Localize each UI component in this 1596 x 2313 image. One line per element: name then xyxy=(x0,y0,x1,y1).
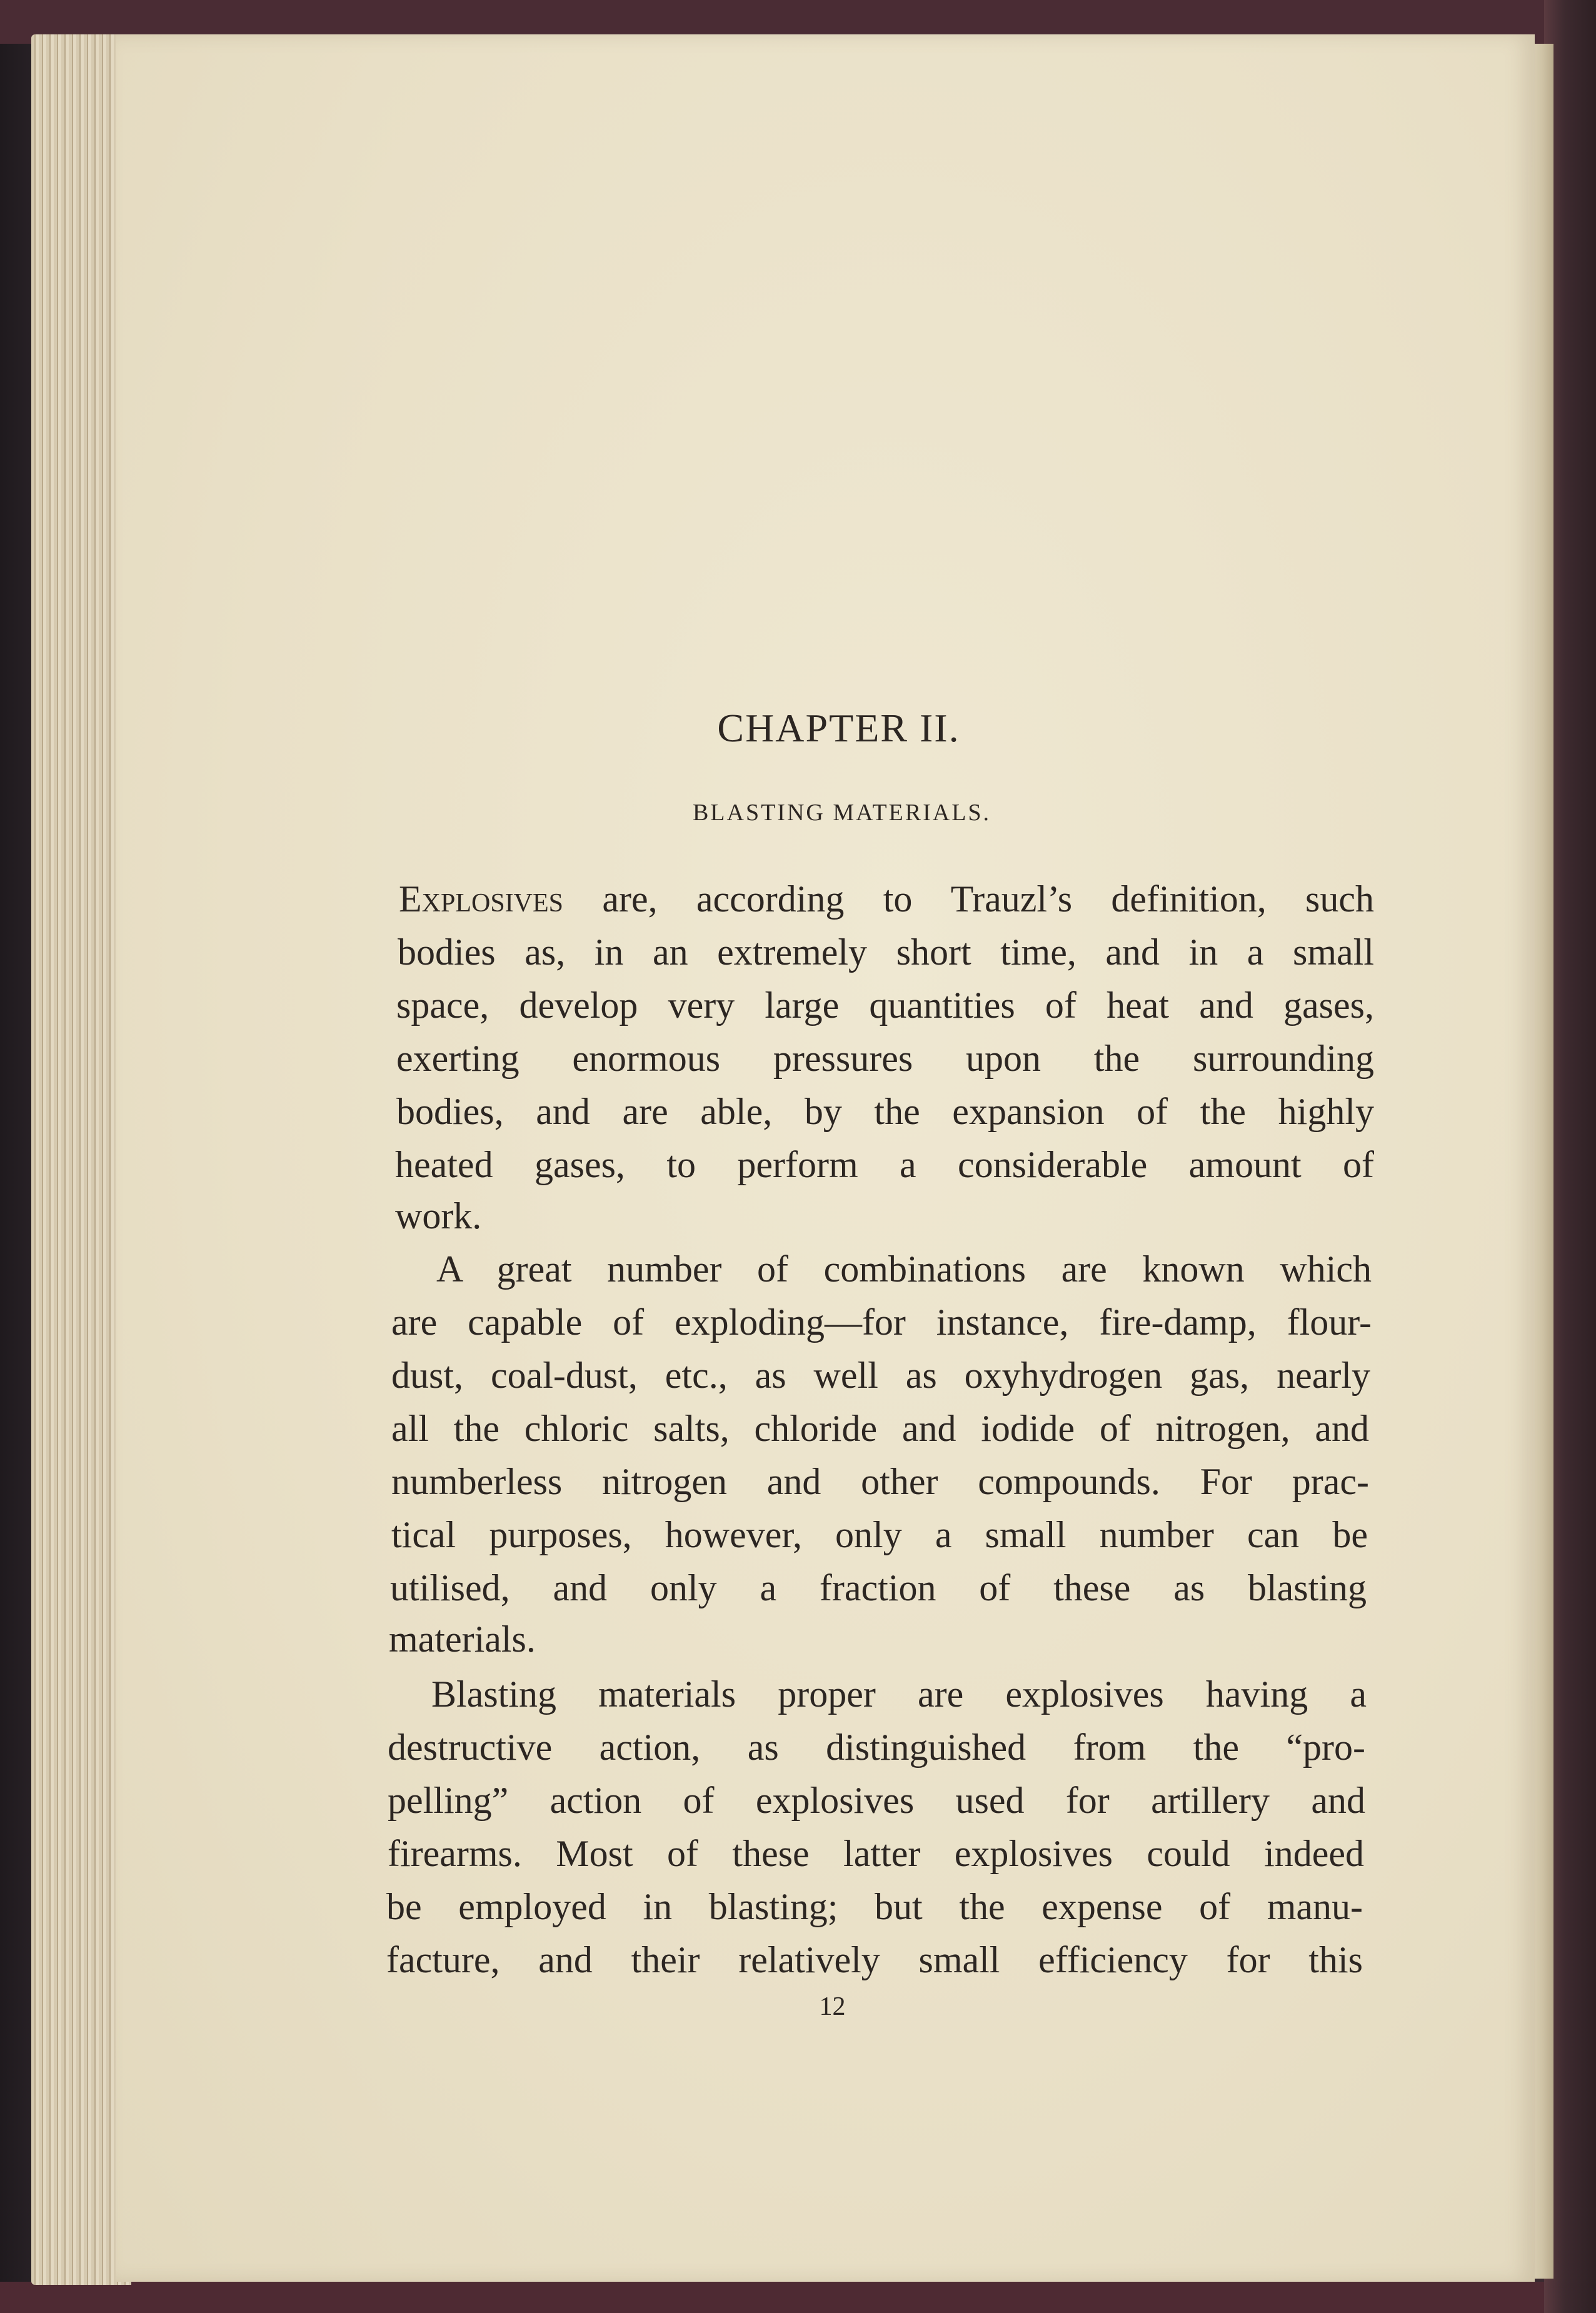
lead-word: Explosives xyxy=(399,878,564,920)
binding-bottom-edge xyxy=(0,2282,1596,2313)
chapter-subtitle: BLASTING MATERIALS. xyxy=(692,800,991,826)
paragraph-2-line-4: all the chloric salts, chloride and iodide of nitrogen, and xyxy=(391,1408,1369,1449)
paragraph-2-line-3: dust, coal-dust, etc., as well as oxyhydrogen gas, nearly xyxy=(391,1355,1370,1396)
page-number: 12 xyxy=(819,1992,846,2021)
paragraph-1-line-2: bodies as, in an extremely short time, and in a small xyxy=(398,931,1374,973)
paragraph-3-line-5: be employed in blasting; but the expense of manu- xyxy=(386,1886,1363,1927)
paragraph-2-line-1: A great number of combinations are known which xyxy=(436,1248,1372,1290)
paragraph-2-line-7: utilised, and only a fraction of these as blasting xyxy=(390,1567,1367,1608)
paragraph-3-line-3: pelling” action of explosives used for artillery and xyxy=(388,1780,1365,1821)
paragraph-1-line-6: heated gases, to perform a considerable amount of xyxy=(395,1144,1374,1185)
paragraph-1-line-4: exerting enormous pressures upon the surrounding xyxy=(396,1038,1374,1079)
chapter-title: CHAPTER II. xyxy=(717,706,960,750)
paragraph-2-line-2: are capable of exploding—for instance, fire-damp, flour- xyxy=(391,1302,1372,1343)
paragraph-1-line-5: bodies, and are able, by the expansion of the highly xyxy=(396,1091,1374,1132)
paragraph-2-line-8: materials. xyxy=(389,1618,536,1660)
paragraph-2-line-6: tical purposes, however, only a small number can be xyxy=(391,1514,1368,1555)
paragraph-2-line-5: numberless nitrogen and other compounds. For prac- xyxy=(391,1461,1369,1502)
paragraph-3-line-6: facture, and their relatively small efficiency for this xyxy=(386,1939,1363,1980)
paragraph-3-line-4: firearms. Most of these latter explosives could indeed xyxy=(388,1833,1364,1874)
paragraph-3-line-1: Blasting materials proper are explosives having a xyxy=(431,1673,1367,1715)
paragraph-3-line-2: destructive action, as distinguished from the “pro- xyxy=(388,1727,1365,1768)
paragraph-1-line-7: work. xyxy=(395,1195,482,1237)
paragraph-1-line-3: space, develop very large quantities of heat and gases, xyxy=(396,985,1374,1026)
paragraph-1-line-1: Explosives are, according to Trauzl’s definition, such xyxy=(399,878,1374,920)
